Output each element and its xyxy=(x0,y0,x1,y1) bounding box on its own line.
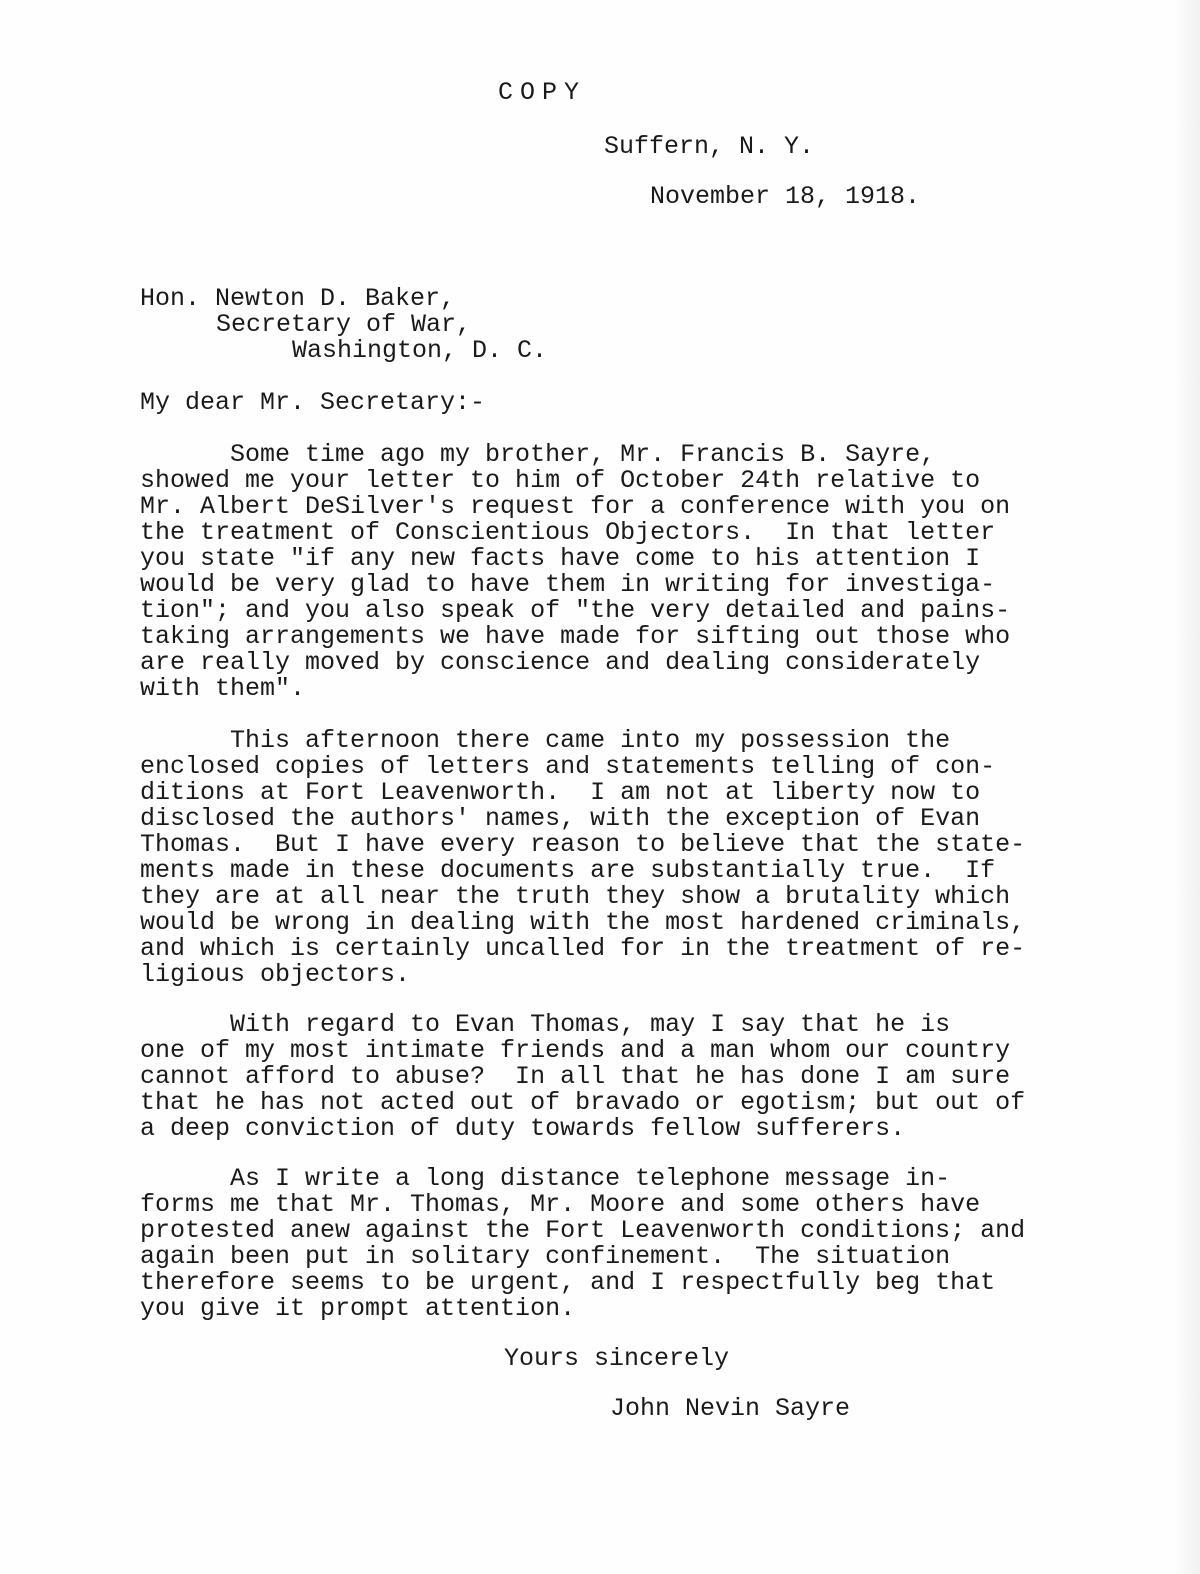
paragraph-1 xyxy=(140,442,1010,702)
text-line: Some time ago my brother, Mr. Francis B. Sayre, xyxy=(140,440,936,469)
text-line: protested anew against the Fort Leavenworth conditions; and xyxy=(140,1216,1026,1245)
sender-place: Suffern, N. Y. xyxy=(604,132,815,161)
text-line: would be wrong in dealing with the most hardened criminals, xyxy=(140,908,1026,937)
text-line: a deep conviction of duty towards fellow sufferers. xyxy=(140,1114,906,1143)
closing: Yours sincerely xyxy=(504,1344,730,1373)
text-line: are really moved by conscience and dealing considerately xyxy=(140,648,981,677)
text-line: taking arrangements we have made for sifting out those who xyxy=(140,622,1011,651)
addressee-name: Hon. Newton D. Baker, xyxy=(140,284,456,313)
text-line: enclosed copies of letters and statements telling of con- xyxy=(140,752,996,781)
text-line: As I write a long distance telephone message in- xyxy=(140,1164,951,1193)
text-line: ligious objectors. xyxy=(140,960,411,989)
text-line: would be very glad to have them in writing for investiga- xyxy=(140,570,996,599)
text-line: cannot afford to abuse? In all that he has done I am sure xyxy=(140,1062,1011,1091)
paragraph-2 xyxy=(140,728,1025,988)
page-edge-shading xyxy=(1174,0,1200,1574)
text-line: they are at all near the truth they show a brutality which xyxy=(140,882,1011,911)
text-line: that he has not acted out of bravado or egotism; but out of xyxy=(140,1088,1026,1117)
text-line: one of my most intimate friends and a man whom our country xyxy=(140,1036,1011,1065)
text-line: and which is certainly uncalled for in the treatment of re- xyxy=(140,934,1026,963)
text-line: tion"; and you also speak of "the very detailed and pains- xyxy=(140,596,1011,625)
paragraph-4 xyxy=(140,1166,1025,1322)
letter-date: November 18, 1918. xyxy=(650,182,921,211)
text-line: showed me your letter to him of October 24th relative to xyxy=(140,466,981,495)
text-line: you give it prompt attention. xyxy=(140,1294,576,1323)
salutation: My dear Mr. Secretary:- xyxy=(140,388,486,417)
text-line: ments made in these documents are substantially true. If xyxy=(140,856,996,885)
text-line: you state "if any new facts have come to his attention I xyxy=(140,544,981,573)
text-line: therefore seems to be urgent, and I respectfully beg that xyxy=(140,1268,996,1297)
text-line: forms me that Mr. Thomas, Mr. Moore and some others have xyxy=(140,1190,981,1219)
text-line: Thomas. But I have every reason to believe that the state- xyxy=(140,830,1026,859)
text-line: ditions at Fort Leavenworth. I am not at liberty now to xyxy=(140,778,981,807)
signature-name: John Nevin Sayre xyxy=(610,1394,851,1423)
text-line: the treatment of Conscientious Objectors. In that letter xyxy=(140,518,996,547)
paragraph-3 xyxy=(140,1012,1025,1142)
copy-mark: COPY xyxy=(498,78,587,107)
addressee-city: Washington, D. C. xyxy=(292,336,548,365)
text-line: This afternoon there came into my possession the xyxy=(140,726,951,755)
text-line: disclosed the authors' names, with the exception of Evan xyxy=(140,804,981,833)
text-line: Mr. Albert DeSilver's request for a conference with you on xyxy=(140,492,1011,521)
addressee-title: Secretary of War, xyxy=(216,310,472,339)
text-line: with them". xyxy=(140,674,306,703)
text-line: With regard to Evan Thomas, may I say that he is xyxy=(140,1010,951,1039)
text-line: again been put in solitary confinement. The situation xyxy=(140,1242,951,1271)
